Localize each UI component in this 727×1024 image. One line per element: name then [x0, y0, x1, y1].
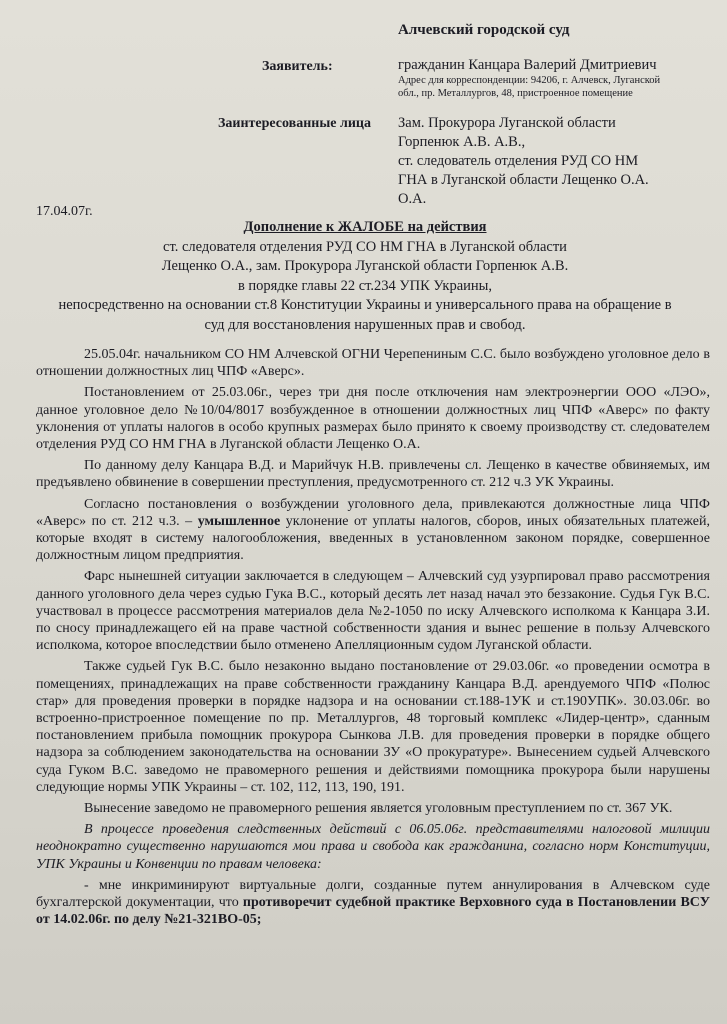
applicant-address: [398, 74, 660, 100]
body-paragraph: По данному делу Канцара В.Д. и Марийчук Н.В. привлечены сл. Лещенко в качестве обвиняемых, им предъявлено обвинение в совершении преступления, предусмотренного ст. 212 ч.3 УК Украины.: [36, 458, 710, 491]
paragraph-text: - мне инкриминируют виртуальные долги, созданные путем аннулирования в Алчевском суде бухгалтерской документации, что: [36, 877, 710, 911]
document-body: [36, 346, 710, 933]
body-paragraph-italic: В процессе проведения следственных действий с 06.05.06г. представителями налоговой милиции неоднократно существенно нарушаются мои права и свобода как гражданина, согласно норм Конституции, УПК Украины и Конвенции по правам человека:: [36, 822, 710, 872]
body-paragraph: Вынесение заведомо не правомерного решения является уголовным преступлением по ст. 367 УК.: [84, 801, 673, 817]
address-line: обл., пр. Металлургов, 48, пристроенное помещение: [398, 88, 633, 99]
heading-title: Дополнение к ЖАЛОБЕ на действия: [243, 219, 487, 235]
document-heading: [20, 218, 710, 335]
interested-line: Горпенюк А.В. А.В.,: [398, 134, 526, 150]
bold-text: противоречит судебной практике Верховного суда в Постановлении ВСУ от 14.02.06г. по делу №21-321ВО-05;: [36, 895, 710, 928]
applicant-label: Заявитель:: [262, 59, 333, 74]
document-date: 17.04.07г.: [36, 204, 93, 219]
body-paragraph: [36, 877, 710, 929]
interested-parties: [398, 114, 649, 209]
interested-line: О.А.: [398, 191, 427, 207]
interested-line: ГНА в Луганской области Лещенко О.А.: [398, 172, 649, 188]
court-name: Алчевский городской суд: [398, 22, 570, 38]
interested-line: ст. следователь отделения РУД СО НМ: [398, 153, 639, 169]
heading-line: ст. следователя отделения РУД СО НМ ГНА в Луганской области: [163, 238, 567, 255]
interested-line: Зам. Прокурора Луганской области: [398, 115, 616, 131]
heading-line: Лещенко О.А., зам. Прокурора Луганской области Горпенюк А.В.: [161, 258, 569, 274]
address-line: Адрес для корреспонденции: 94206, г. Алчевск, Луганской: [398, 75, 661, 86]
body-paragraph: 25.05.04г. начальником СО НМ Алчевской ОГНИ Черепениным С.С. было возбуждено уголовное дело в отношении должностных лиц ЧПФ «Аверс».: [36, 347, 710, 380]
paragraph-text: уклонение от уплаты налогов, сборов, иных обязательных платежей, которые входят в систему налогообложения, введенных в установленном законом порядке, совершенное должностным лицом предприятия.: [36, 513, 710, 564]
body-paragraph: [36, 496, 710, 565]
body-paragraph: Постановлением от 25.03.06г., через три дня после отключения нам электроэнергии ООО «ЛЭО», данное уголовное дело №10/04/8017 возбужденное в отношении должностных лиц ЧПФ «Аверс» по факту уклонения от уплаты налогов в особо крупных размерах было принято к своему производству ст. следователем отделения РУД СО НМ ГНА в Луганской области Лещенко О.А.: [36, 385, 710, 453]
paragraph-text: Согласно постановления о возбуждении уголовного дела, привлекаются должностные лица ЧПФ «Аверс» по ст. 212 ч.3. –: [36, 496, 710, 529]
applicant-name: гражданин Канцара Валерий Дмитриевич: [398, 57, 657, 73]
bold-text: умышленное: [197, 513, 281, 529]
heading-line: непосредственно на основании ст.8 Конституции Украины и универсального права на обращение в: [58, 297, 672, 313]
heading-line: суд для восстановления нарушенных прав и свобод.: [204, 316, 526, 333]
body-paragraph: Также судьей Гук В.С. было незаконно выдано постановление от 29.03.06г. «о проведении осмотра в помещениях, принадлежащих на праве собственности гражданину Канцара В.Д. арендуемого ЧПФ «Полюс стар» для проведения проверки в порядке надзора и на основании ст.188-1УК и ст.190УПК». 30.03.06г. во встроенно-пристроенное помещение по пр. Металлургов, 48 торговый комплекс «Лидер-центр», сданным постановлением прибыла помощник прокурора Сынкова Л.В. для проведения проверки в порядке общего надзора за соблюдением законодательства на основании ЗУ «О прокуратуре». Вынесением судьей Алчевского суда Гуком В.С. заведомо не правомерного решения и действиями помощника прокурора были нарушены следующие нормы УПК Украины – ст. 102, 112, 113, 190, 191.: [36, 659, 710, 795]
body-paragraph: Фарс нынешней ситуации заключается в следующем – Алчевский суд узурпировал право рассмотрения данного уголовного дела через судью Гука В.С., который десять лет назад начал это беззаконие. Судья Гук В.С. участвовал в процессе рассмотрения материалов дела №2-1050 по иску Алчевского исполкома к Канцара З.И. по сносу принадлежащего ей на праве частной собственности здания и вынес решение в пользу Алчевского исполкома, которое впоследствии было отменено Апелляционным судом Луганской области.: [36, 569, 710, 654]
heading-line: в порядке главы 22 ст.234 УПК Украины,: [237, 277, 493, 294]
interested-parties-label: Заинтересованные лица: [218, 116, 371, 131]
